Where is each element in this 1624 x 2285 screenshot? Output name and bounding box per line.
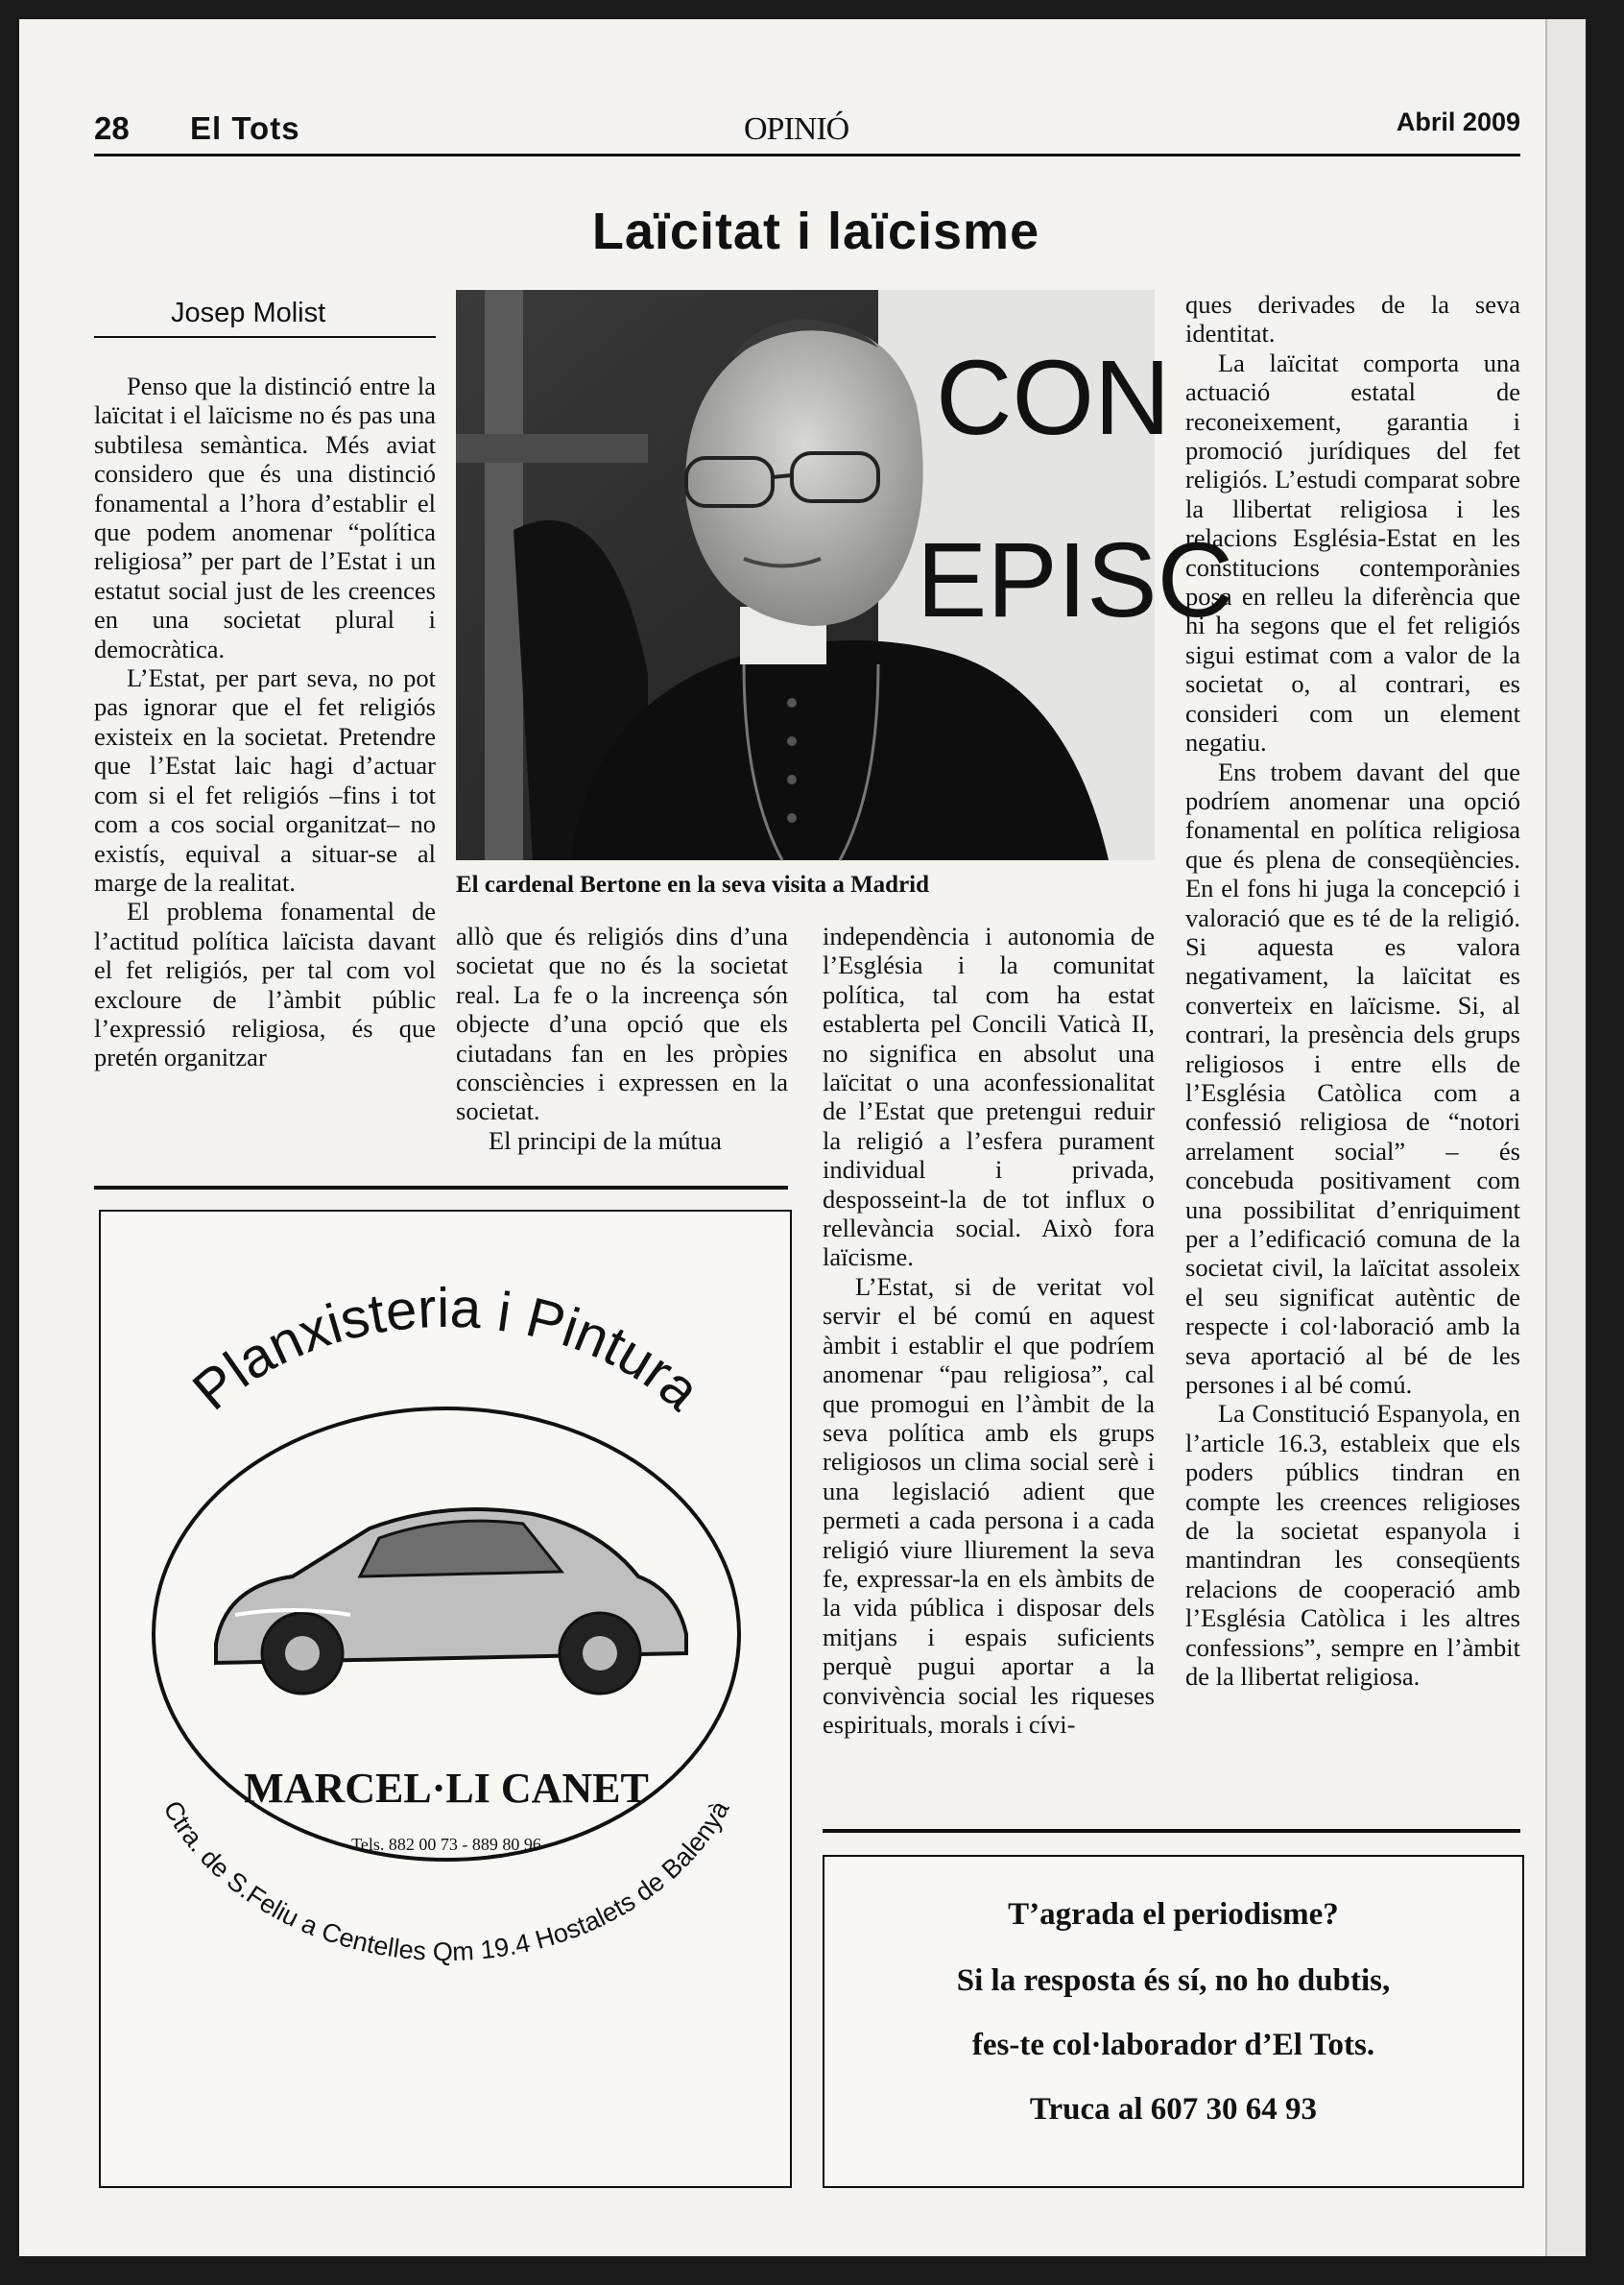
paragraph: Penso que la distinció entre la laïcitat i el laïcisme no és pas una subtilesa semàntica. Més aviat considero que és una distinció fonamental a l’hora d’establir el que podem anomenar “política religiosa” per part de l’Estat i un estatut social just de les creences en una societat plural i democràtica. xyxy=(94,372,436,663)
ad-address: Ctra. de S.Feliu a Centelles Qm 19.4 Hostalets de Balenyà xyxy=(157,1795,735,1967)
article-column-2 xyxy=(456,922,788,1155)
car-illustration xyxy=(216,1509,686,1694)
callout-phone: Truca al 607 30 64 93 xyxy=(1029,2092,1318,2127)
collaborator-callout xyxy=(823,1855,1524,2188)
section-label: OPINIÓ xyxy=(744,111,849,147)
ad-phone-numbers: Tels. 882 00 73 - 889 80 96 xyxy=(351,1835,541,1854)
article-author: Josep Molist xyxy=(171,298,326,328)
page-number: 28 xyxy=(94,110,130,146)
ad-business-name: Planxisteria i Pintura xyxy=(180,1276,712,1423)
callout-line-2: Si la resposta és sí, no ho dubtis, xyxy=(956,1963,1391,1998)
magazine-page xyxy=(19,19,1586,2256)
section-divider xyxy=(94,1186,788,1190)
article-title: Laïcitat i laïcisme xyxy=(591,203,1040,260)
paragraph: allò que és religiós dins d’una societat que no és la societat real. La fe o la increença són objecte d’una opció que els ciutadans fan en les pròpies consciències i expressen en la societat. xyxy=(456,922,788,1126)
paragraph: El principi de la mútua xyxy=(489,1125,722,1155)
article-column-4 xyxy=(1185,290,1520,1692)
paragraph: El problema fonamental de l’actitud política laïcista davant el fet religiós, per tal com vol excloure de l’àmbit públic l’expressió religiosa, és que pretén organitzar xyxy=(94,897,436,1072)
ad-artwork xyxy=(101,1212,790,2186)
callout-line-3: fes-te col·laborador d’El Tots. xyxy=(971,2028,1375,2062)
svg-text:EPISC: EPISC xyxy=(917,521,1234,639)
paragraph: La Constitució Espanyola, en l’article 16.3, estableix que els poders públics tindran en compte les creences religioses de la societat espanyola i mantindran les conseqüents relacions de cooperació amb l’Església Catòlica i les altres confessions”, sempre en l’àmbit de la llibertat religiosa. xyxy=(1185,1399,1520,1692)
paragraph: L’Estat, si de veritat vol servir el bé comú en aquest àmbit i establir el que podríem anomenar “pau religiosa”, cal que promogui en l’àmbit de la seva política amb els grups religiosos un clima social serè i una legislació adient que permeti a cada persona i a cada religió viure lliurement la seva fe, expressar-la en els àmbits de la vida pública i disposar dels mitjans i espais suficients perquè pugui aportar a la convivència social les riqueses espirituals, morals i cívi- xyxy=(823,1271,1155,1739)
ad-owner-name: MARCEL·LI CANET xyxy=(244,1765,649,1812)
paragraph: ques derivades de la seva identitat. xyxy=(1185,290,1520,349)
article-column-1 xyxy=(94,372,436,1072)
section-divider xyxy=(823,1829,1520,1833)
paragraph: La laïcitat comporta una actuació estatal de reconeixement, garantia i promoció jurídiques del fet religiós. L’estudi comparat sobre la llibertat religiosa i les relacions Església-Estat en les constitucions contemporànies posa en relleu la diferència que hi ha segons que el fet religiós sigui estimat com a valor de la societat o, al contrari, es consideri com un element negatiu. xyxy=(1185,348,1520,758)
author-rule xyxy=(94,336,436,338)
paragraph: Ens trobem davant del que podríem anomenar una opció fonamental en política religiosa que és plena de conseqüències. En el fons hi juga la concepció i valoració que es té de la religió. Si aquesta es valora negativament, la laïcitat es converteix en laïcisme. Si, al contrari, la presència dels grups religiosos i entre ells de l’Església Catòlica com a confessió religiosa de “notori arrelament social” – és concebuda positivament com una possibilitat d’enriquiment per a l’edificació comuna de la societat civil, la laïcitat assoleix el seu significat autèntic de respecte i col·laboració amb la seva aportació al bé de les persones i al bé comú. xyxy=(1185,757,1520,1400)
cardinal-photo xyxy=(456,290,1234,860)
photo-caption: El cardenal Bertone en la seva visita a Madrid xyxy=(456,872,930,898)
header-rule xyxy=(94,154,1520,156)
article-column-3 xyxy=(823,922,1155,1739)
issue-date: Abril 2009 xyxy=(1396,108,1520,136)
publication-name: El Tots xyxy=(190,110,300,146)
planxisteria-advertisement xyxy=(99,1210,792,2188)
paragraph: independència i autonomia de l’Església i la comunitat política, tal com ha estat establerta pel Concili Vaticà II, no significa en absolut una laïcitat o una aconfessionalitat de l’Estat que pretengui reduir la religió a l’esfera purament individual i privada, desposseint-la de tot influx o rellevància social. Això fora laïcisme. xyxy=(823,922,1155,1272)
svg-text:CON: CON xyxy=(936,339,1171,457)
callout-line-1: T’agrada el periodisme? xyxy=(1008,1897,1339,1932)
page-edge xyxy=(1545,19,1586,2256)
photo-illustration xyxy=(456,290,1234,860)
paragraph: L’Estat, per part seva, no pot pas ignorar que el fet religiós existeix en la societat. Pretendre que l’Estat laic hagi d’actuar com si el fet religiós –fins i tot com a cos social organitzat– no existís, equival a situar-se al marge de la realitat. xyxy=(94,663,436,897)
